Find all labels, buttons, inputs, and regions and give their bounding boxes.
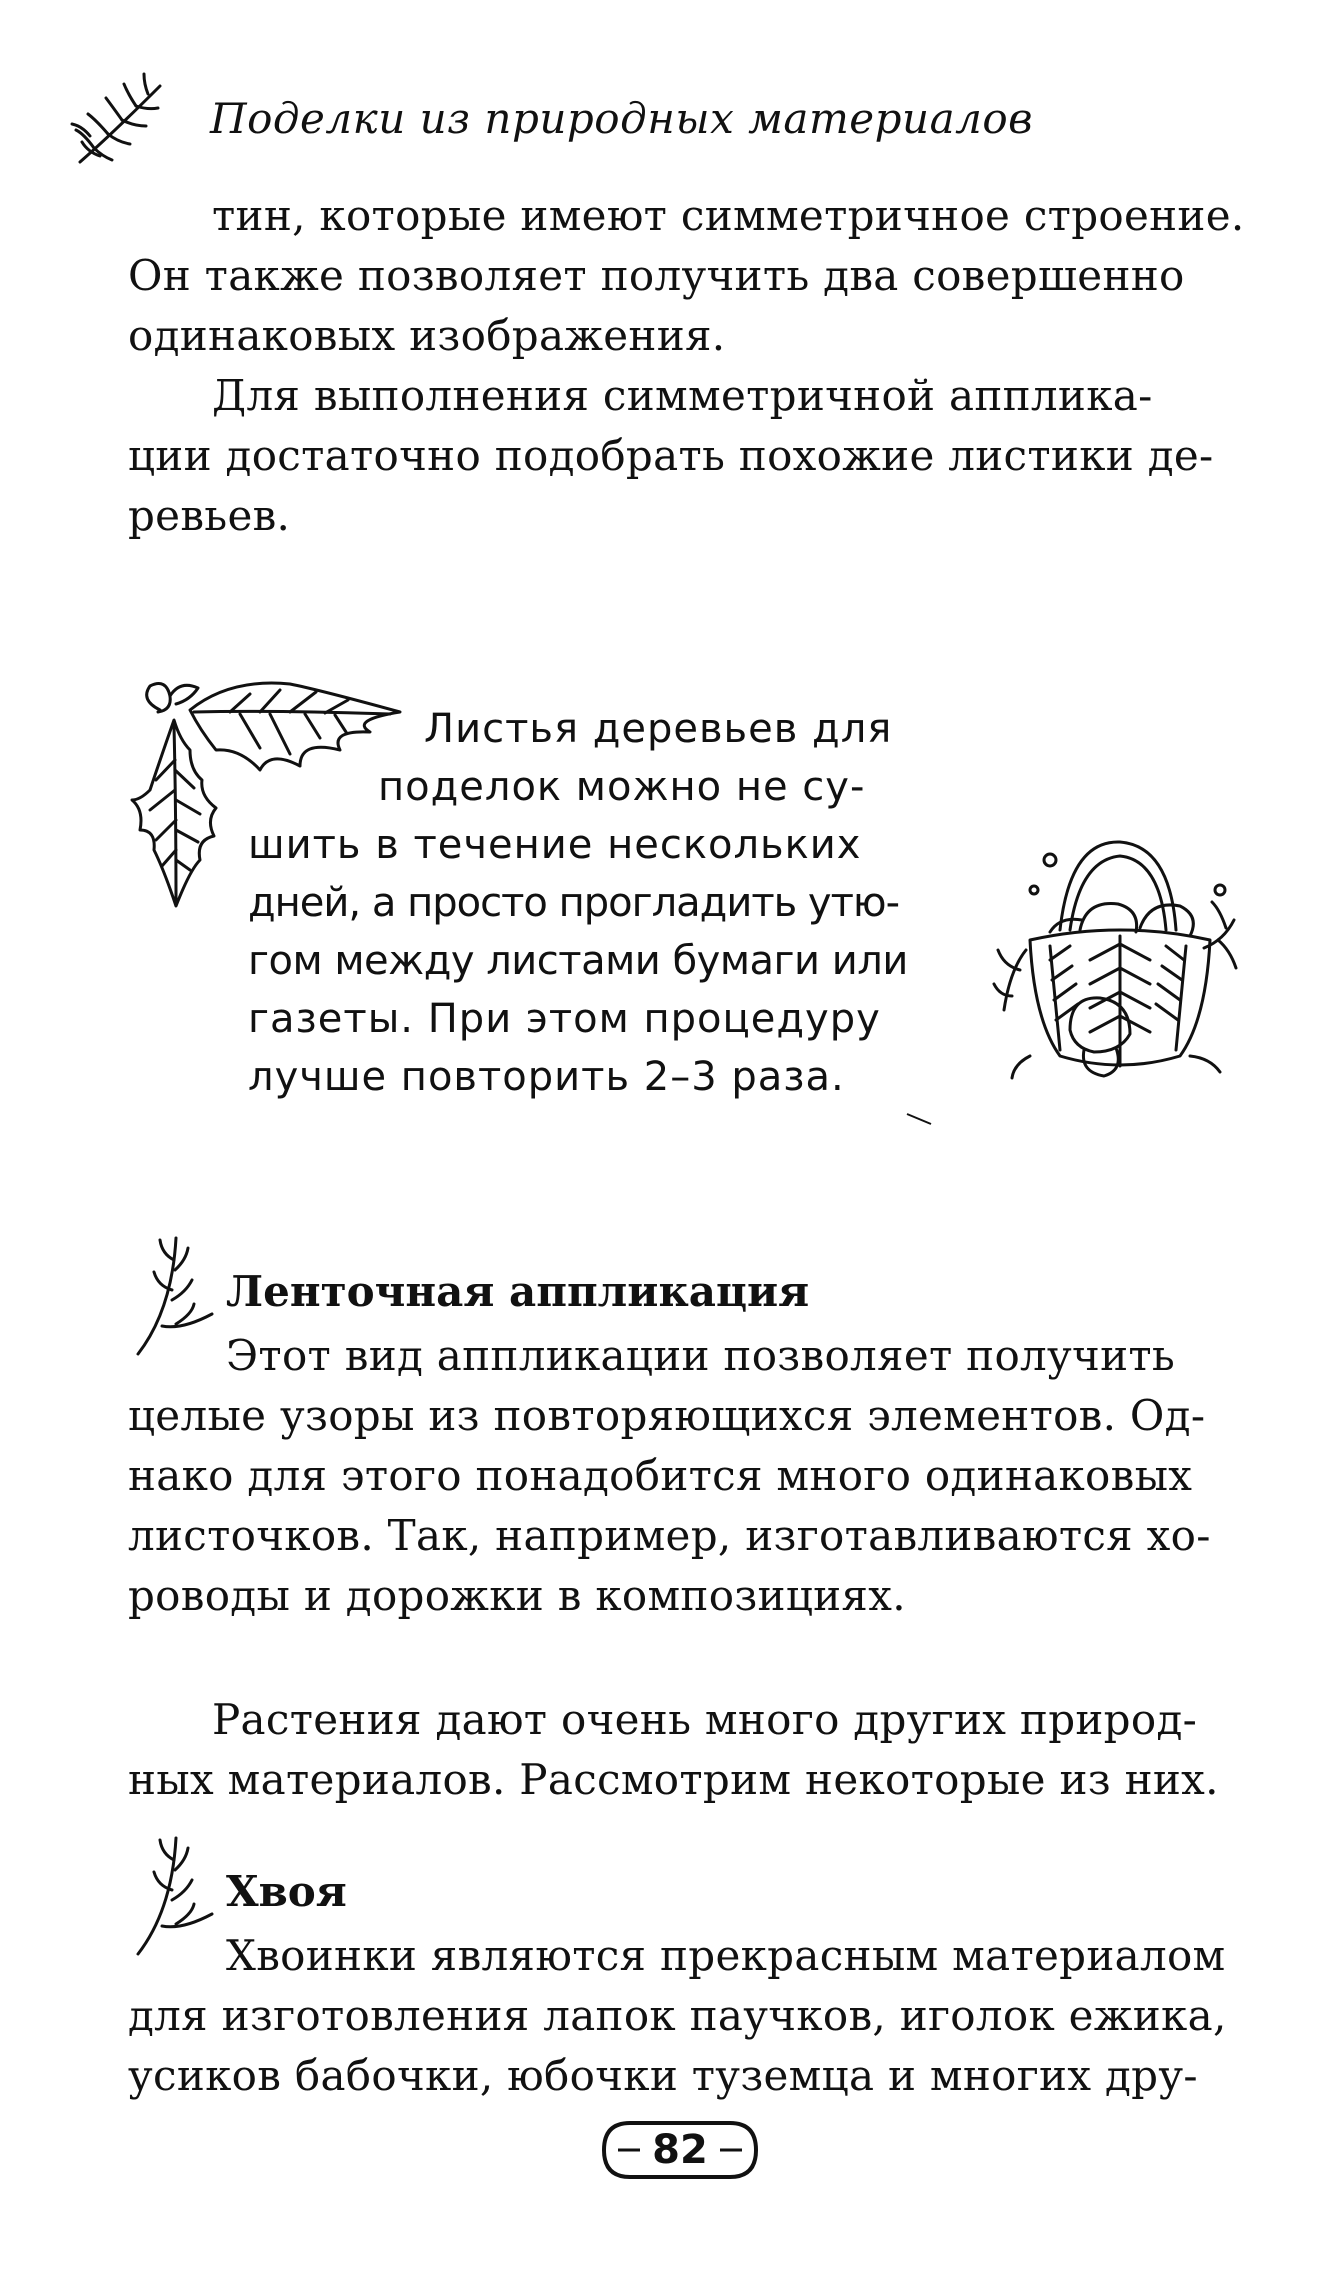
mushroom-basket-icon [990, 820, 1240, 1100]
text-line: ревьев. [128, 491, 291, 540]
text-line: Хвоинки являются прекрасным материалом [226, 1931, 1226, 1980]
page-number-badge [600, 2115, 760, 2185]
text-line: роводы и дорожки в композициях. [128, 1571, 906, 1620]
running-header: Поделки из природных материалов [210, 94, 1034, 143]
text-line: листочков. Так, например, изготавливаются хо- [128, 1511, 1211, 1560]
text-line: усиков бабочки, юбочки туземца и многих дру- [128, 2051, 1198, 2100]
section-heading: Хвоя [226, 1867, 347, 1916]
text-line: шить в течение нескольких [248, 822, 862, 868]
text-line: для изготовления лапок паучков, иголок ежика, [128, 1991, 1227, 2040]
text-line: нако для этого понадобится много одинаковых [128, 1451, 1193, 1500]
text-line: Для выполнения симметричной апплика- [212, 371, 1153, 420]
text-line: ных материалов. Рассмотрим некоторые из них. [128, 1755, 1219, 1804]
stray-mark-icon [905, 1110, 935, 1130]
text-line: Листья деревьев для [424, 706, 893, 752]
text-line: Он также позволяет получить два совершенно [128, 251, 1185, 300]
text-line: гом между листами бумаги или [248, 938, 908, 984]
text-line: поделок можно не су- [378, 764, 866, 810]
text-line: Растения дают очень много других природ- [212, 1695, 1198, 1744]
text-line: дней, а просто прогладить утю- [248, 880, 899, 926]
text-line: одинаковых изображения. [128, 311, 726, 360]
text-line: ции достаточно подобрать похожие листики де- [128, 431, 1214, 480]
text-line: целые узоры из повторяющихся элементов. Од- [128, 1391, 1206, 1440]
text-line: тин, которые имеют симметричное строение. [212, 191, 1245, 240]
page-number: 82 [652, 2127, 708, 2173]
branch-icon [132, 1830, 222, 1960]
section-heading: Ленточная аппликация [226, 1267, 810, 1316]
fern-sprig-icon [62, 64, 172, 174]
text-line: газеты. При этом процедуру [248, 996, 881, 1042]
text-line: Этот вид аппликации позволяет получить [226, 1331, 1176, 1380]
text-line: лучше повторить 2–3 раза. [248, 1054, 845, 1100]
branch-icon [132, 1230, 222, 1360]
